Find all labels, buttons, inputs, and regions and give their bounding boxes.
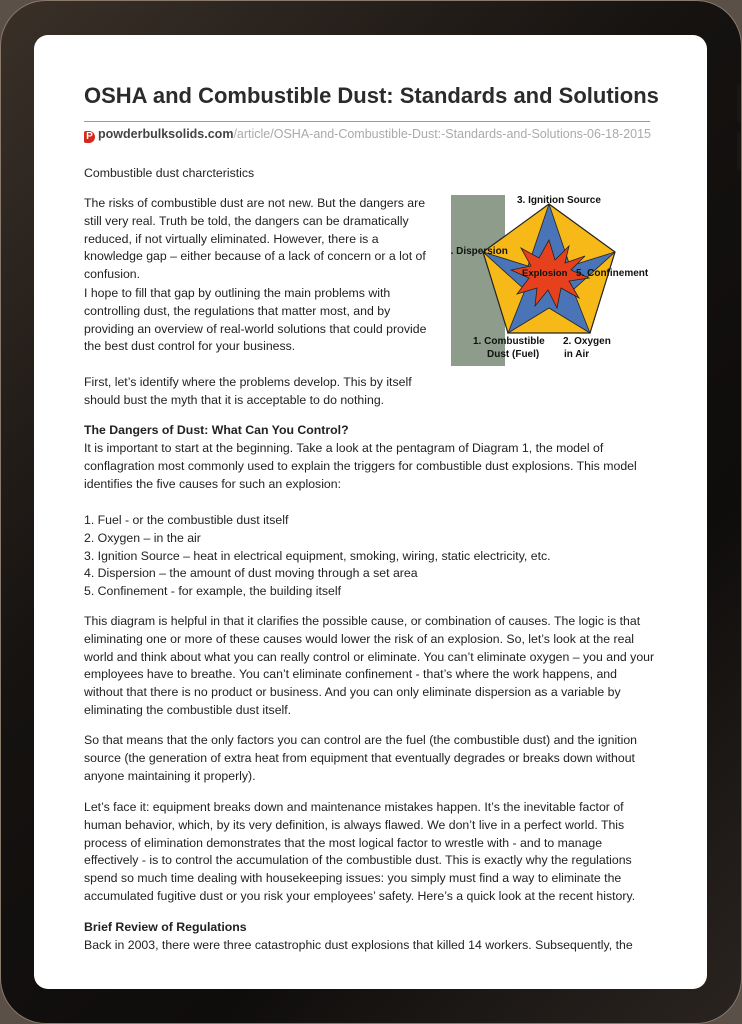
tablet-side-button: [737, 132, 741, 170]
pentagon-diagram-svg: [451, 190, 651, 366]
list-item: 3. Ignition Source – heat in electrical equipment, smoking, wiring, static electricity, etc.: [84, 548, 551, 563]
label-ignition-source: 3. Ignition Source: [517, 195, 601, 206]
label-fuel-line-1: 1. Combustible: [473, 336, 545, 347]
intro-paragraph-3: First, let’s identify where the problems develop. This by itself should bust the myth that it is acceptable to do nothing.: [84, 375, 412, 407]
heading-dangers: The Dangers of Dust: What Can You Control?: [84, 423, 349, 437]
causes-list: [84, 512, 657, 601]
section-title: Combustible dust charcteristics: [84, 166, 255, 180]
label-dispersion: 4. Dispersion: [451, 246, 508, 257]
dangers-paragraph-4: Let’s face it: equipment breaks down and maintenance mistakes happen. It’s the inevitable factor of human behavior, which, by its very definition, is always flawed. We don’t live in a perfect world. This process of elimination demonstrates that the most logical factor to wrestle with - and to manage effectively - is to control the accumulation of the combustible dust. This is exactly why the regulations spend so much time dealing with housekeeping issues: you simply must find a way to eliminate the accumulated fugitive dust or you risk your employees’ safety. Here’s a quick look at the recent history.: [84, 800, 636, 903]
dangers-paragraph-3: So that means that the only factors you can control are the fuel (the combustible dust) and the ignition source (the generation of extra heat from equipment that eventually degrades or breaks down without anyone maintaining it properly).: [84, 733, 637, 783]
dangers-paragraph-1: It is important to start at the beginning. Take a look at the pentagram of Diagram 1, the model of conflagration most commonly used to explain the triggers for combustible dust explosions. This model identifies the five causes for such an explosion:: [84, 441, 637, 491]
list-item: 1. Fuel - or the combustible dust itself: [84, 513, 289, 527]
regulations-paragraph-1: Back in 2003, there were three catastrophic dust explosions that killed 14 workers. Subsequently, the: [84, 938, 633, 952]
article-title: OSHA and Combustible Dust: Standards and Solutions: [84, 83, 659, 108]
url-domain: powderbulksolids.com: [98, 127, 234, 141]
dangers-paragraph-2: This diagram is helpful in that it clarifies the possible cause, or combination of causes. The logic is that eliminating one or more of these causes would lower the risk of an explosion. So, let’s look at the real world and think about what you can really control or eliminate. You can’t eliminate oxygen – you and your employees have to breathe. You can’t eliminate confinement - that’s where the work happens, and without that there is no product or business. And you can only eliminate dispersion as a variable by eliminating the combustible dust itself.: [84, 614, 655, 717]
list-item: 4. Dispersion – the amount of dust moving through a set area: [84, 566, 418, 581]
combustible-dust-pentagon-diagram: [451, 190, 651, 366]
intro-paragraph-1: The risks of combustible dust are not new. But the dangers are still very real. Truth be told, the dangers can be dramatically reduced, if not virtually eliminated. However, there is a knowledge gap – either because of a lack of concern or a lot of confusion.: [84, 196, 426, 282]
title-divider: [84, 121, 650, 122]
heading-regulations: Brief Review of Regulations: [84, 920, 247, 934]
list-item: 5. Confinement - for example, the building itself: [84, 584, 342, 599]
label-fuel-line-2: Dust (Fuel): [487, 349, 540, 360]
url-path: /article/OSHA-and-Combustible-Dust:-Standards-and-Solutions-06-18-2015: [233, 127, 651, 141]
label-oxygen-line-1: 2. Oxygen: [563, 336, 611, 347]
label-confinement: 5. Confinement: [576, 268, 649, 279]
label-explosion: Explosion: [522, 268, 568, 279]
source-url[interactable]: [84, 127, 651, 143]
tablet-side-button: [737, 84, 741, 122]
tablet-screen: [34, 35, 707, 989]
list-item: 2. Oxygen – in the air: [84, 530, 201, 545]
intro-paragraph-2: I hope to fill that gap by outlining the main problems with controlling dust, the regulations that matter most, and by providing an overview of real-world solutions that could provide the best dust control for your business.: [84, 286, 427, 354]
label-oxygen-line-2: in Air: [564, 349, 590, 360]
site-logo-icon: P: [84, 131, 95, 143]
